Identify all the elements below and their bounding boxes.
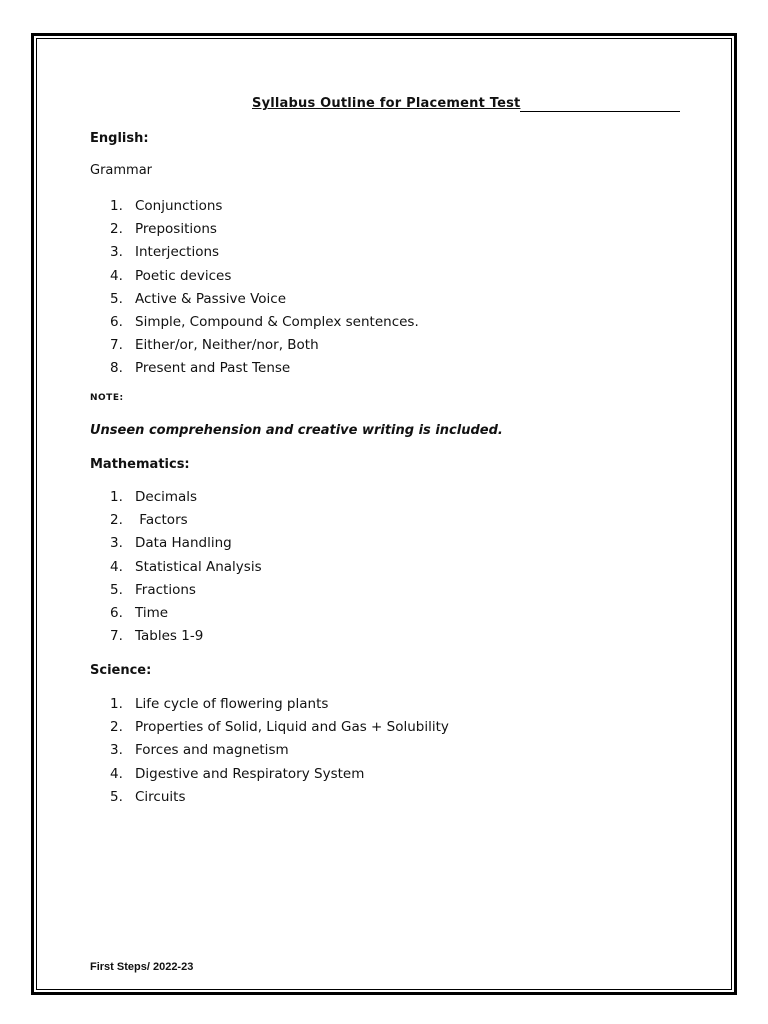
list-item: 3. Data Handling (110, 535, 232, 552)
list-item: 5. Circuits (110, 788, 186, 805)
english-list (110, 195, 419, 381)
list-item: 7. Either/or, Neither/nor, Both (110, 337, 319, 354)
note-text: Unseen comprehension and creative writing is included. (90, 423, 503, 438)
list-item: 2. Properties of Solid, Liquid and Gas + Solubility (110, 719, 449, 736)
page-title: Syllabus Outline for Placement Test (252, 96, 521, 111)
title-underline-extension (520, 111, 680, 112)
list-item: 4. Digestive and Respiratory System (110, 765, 365, 782)
science-list (110, 693, 449, 809)
list-item: 6. Time (110, 605, 169, 622)
mathematics-heading: Mathematics: (90, 457, 190, 472)
list-item: 5. Active & Passive Voice (110, 290, 287, 307)
english-heading: English: (90, 131, 149, 146)
list-item: 1. Conjunctions (110, 198, 223, 214)
list-item: 4. Poetic devices (110, 267, 232, 284)
list-item: 6. Simple, Compound & Complex sentences. (110, 314, 419, 331)
list-item: 3. Forces and magnetism (110, 742, 289, 759)
list-item: 8. Present and Past Tense (110, 360, 291, 377)
list-item: 2. Prepositions (110, 221, 217, 238)
list-item: 4. Statistical Analysis (110, 558, 262, 575)
list-item: 1. Life cycle of flowering plants (110, 696, 329, 712)
footer-text: First Steps/ 2022-23 (90, 961, 194, 973)
list-item: 5. Fractions (110, 581, 196, 598)
list-item: 7. Tables 1-9 (110, 628, 204, 645)
mathematics-list (110, 486, 262, 648)
note-label: NOTE: (90, 393, 124, 403)
list-item: 3. Interjections (110, 244, 220, 261)
science-heading: Science: (90, 663, 152, 678)
grammar-subheading: Grammar (90, 163, 153, 178)
list-item: 2. Factors (110, 512, 188, 529)
list-item: 1. Decimals (110, 489, 198, 505)
